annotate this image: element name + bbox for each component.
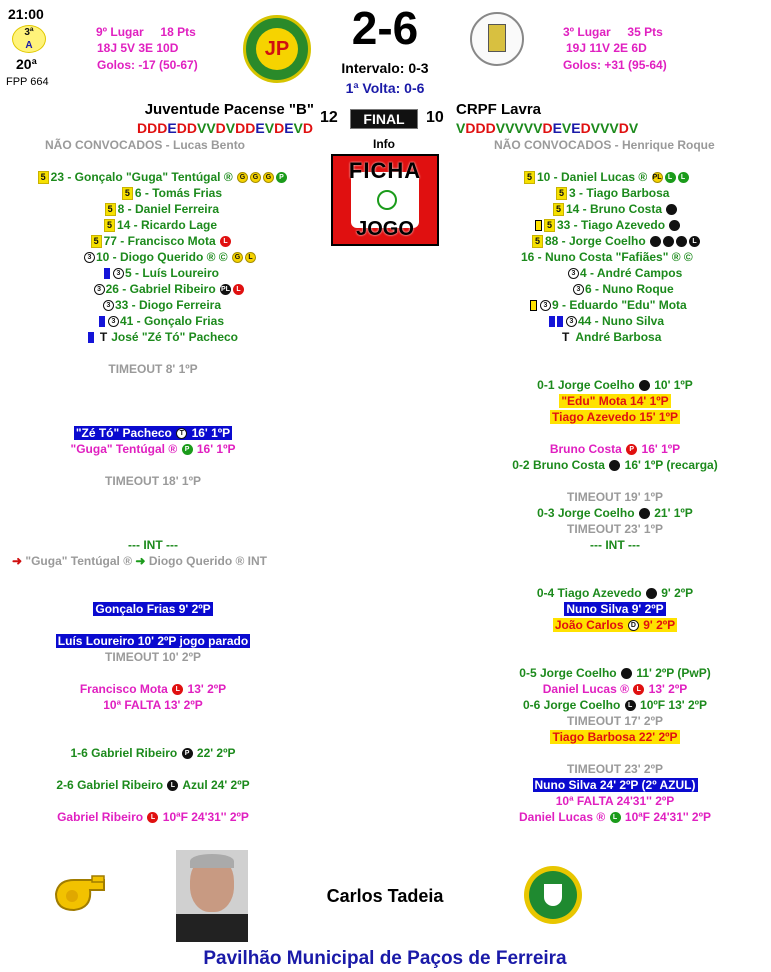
- home-fouls: 12: [320, 109, 338, 126]
- away-player-14[interactable]: 5 14 - Bruno Costa: [553, 201, 678, 217]
- round-number: 20ª: [16, 56, 37, 72]
- away-timeout-4: TIMEOUT 23' 2ºP: [567, 762, 663, 776]
- away-player-44[interactable]: 3 44 - Nuno Silva: [549, 313, 664, 329]
- home-substitution: ➜ "Guga" Tentúgal ® ➜ Diogo Querido ® INT: [12, 554, 267, 568]
- whistle-icon: [52, 872, 108, 914]
- home-player-23[interactable]: 5 23 - Gonçalo "Guga" Tentúgal ® G G G P: [38, 169, 288, 185]
- home-goal-2: 2-6 Gabriel Ribeiro L Azul 24' 2ºP: [56, 778, 250, 792]
- home-player-33[interactable]: 3 33 - Diogo Ferreira: [102, 297, 221, 313]
- home-goals: Golos: -17 (50-67): [97, 58, 198, 72]
- home-player-6[interactable]: 5 6 - Tomás Frias: [122, 185, 222, 201]
- referee-photo: [176, 850, 248, 942]
- home-player-41[interactable]: 3 41 - Gonçalo Frias: [99, 313, 224, 329]
- away-goals: Golos: +31 (95-64): [563, 58, 667, 72]
- away-coach: T André Barbosa: [562, 330, 662, 344]
- referee-name: Carlos Tadeia: [326, 886, 444, 906]
- halftime-score: Intervalo: 0-3: [341, 60, 429, 76]
- ficha-logo-top: FICHA: [348, 158, 422, 183]
- away-event-tenth-foul: 10ª FALTA 24'31'' 2ºP: [555, 794, 675, 808]
- home-coach[interactable]: T José "Zé Tó" Pacheco: [88, 329, 238, 345]
- home-event-zeto-card: "Zé Tó" Pacheco T 16' 1ºP: [75, 426, 231, 440]
- home-team-name[interactable]: Juventude Pacense "B": [144, 101, 314, 118]
- home-record: 18J 5V 3E 10D: [97, 41, 179, 55]
- away-goal-2: 0-2 Bruno Costa 16' 1ºP (recarga): [512, 458, 718, 472]
- final-score: 2-6: [351, 2, 419, 54]
- home-player-77[interactable]: 5 77 - Francisco Mota L: [91, 233, 232, 249]
- away-goal-4: 0-4 Tiago Azevedo 9' 2ºP: [536, 586, 694, 600]
- away-player-16[interactable]: 16 - Nuno Costa "Fafiães" ® ©: [521, 250, 693, 264]
- home-event-frias-card: Gonçalo Frias 9' 2ºP: [95, 602, 211, 616]
- away-player-4[interactable]: 3 4 - André Campos: [567, 265, 682, 281]
- home-event-loureiro-card: Luís Loureiro 10' 2ºP jogo parado: [57, 634, 249, 648]
- away-crest-icon: [470, 12, 524, 66]
- venue: Pavilhão Municipal de Paços de Ferreira: [203, 948, 567, 969]
- away-player-33[interactable]: 5 33 - Tiago Azevedo: [535, 217, 681, 233]
- interval-home: --- INT ---: [128, 538, 178, 552]
- home-event-mota-foul: Francisco Mota L 13' 2ºP: [79, 682, 227, 696]
- away-standing: 3º Lugar 35 Pts: [563, 25, 663, 39]
- ficha-jogo-logo[interactable]: [331, 154, 439, 246]
- home-goal-1: 1-6 Gabriel Ribeiro P 22' 2ºP: [70, 746, 236, 760]
- away-not-called: NÃO CONVOCADOS - Henrique Roque: [494, 138, 715, 152]
- home-player-10[interactable]: 3 10 - Diogo Querido ® © G L: [83, 249, 257, 265]
- home-timeout-3: TIMEOUT 10' 2ºP: [105, 650, 201, 664]
- ficha-logo-bottom: JOGO: [356, 218, 414, 240]
- federation-crest-icon: [524, 866, 582, 924]
- away-event-barbosa-card: Tiago Barbosa 22' 2ºP: [552, 730, 678, 744]
- away-timeout-3: TIMEOUT 17' 2ºP: [567, 714, 663, 728]
- away-team-name[interactable]: CRPF Lavra: [456, 101, 542, 118]
- round-badge: 3ª A: [12, 25, 46, 53]
- away-event-silva-card: Nuno Silva 9' 2ºP: [566, 602, 664, 616]
- home-player-26[interactable]: 3 26 - Gabriel Ribeiro PL L: [93, 281, 245, 297]
- away-timeout-2: TIMEOUT 23' 1ºP: [567, 522, 663, 536]
- game-id: FPP 664: [6, 76, 49, 88]
- away-form: VDDDVVVVVDEVEDVVVDV: [456, 120, 639, 136]
- home-not-called: NÃO CONVOCADOS - Lucas Bento: [45, 138, 246, 152]
- away-player-6[interactable]: 3 6 - Nuno Roque: [572, 281, 674, 297]
- away-event-carlos-card: João Carlos D 9' 2ºP: [554, 618, 676, 632]
- away-event-edu-card: "Edu" Mota 14' 1ºP: [561, 394, 669, 408]
- info-link[interactable]: Info: [373, 137, 395, 151]
- away-goal-1: 0-1 Jorge Coelho 10' 1ºP: [537, 378, 693, 392]
- home-event-ribeiro-10f: Gabriel Ribeiro L 10ªF 24'31'' 2ºP: [57, 810, 249, 824]
- away-event-lucas-10f: Daniel Lucas ® L 10ªF 24'31'' 2ºP: [519, 810, 711, 824]
- away-event-costa-penalty: Bruno Costa P 16' 1ºP: [549, 442, 681, 456]
- away-player-88[interactable]: 5 88 - Jorge Coelho L: [532, 233, 701, 249]
- match-time: 21:00: [8, 6, 44, 22]
- home-event-guga-card: "Guga" Tentúgal ® P 16' 1ºP: [70, 442, 236, 456]
- away-goal-6: 0-6 Jorge Coelho L 10ºF 13' 2ºP: [522, 698, 708, 712]
- away-event-silva-blue: Nuno Silva 24' 2ºP (2º AZUL): [534, 778, 696, 792]
- home-player-14[interactable]: 5 14 - Ricardo Lage: [104, 217, 217, 233]
- away-player-9[interactable]: 3 9 - Eduardo "Edu" Mota: [530, 297, 687, 313]
- home-timeout-2: TIMEOUT 18' 1ºP: [105, 474, 201, 488]
- round-badge-text: 3ª: [24, 27, 34, 38]
- away-event-lucas-foul: Daniel Lucas ® L 13' 2ºP: [542, 682, 688, 696]
- first-leg-score: 1ª Volta: 0-6: [345, 80, 425, 96]
- home-crest-icon: JP: [243, 15, 311, 83]
- away-player-10[interactable]: 5 10 - Daniel Lucas ® PL L L: [524, 169, 690, 185]
- away-player-3[interactable]: 5 3 - Tiago Barbosa: [556, 185, 669, 201]
- interval-away: --- INT ---: [590, 538, 640, 552]
- away-timeout-1: TIMEOUT 19' 1ºP: [567, 490, 663, 504]
- final-status-badge: FINAL: [350, 109, 418, 129]
- home-player-5[interactable]: 3 5 - Luís Loureiro: [104, 265, 219, 281]
- away-goal-5: 0-5 Jorge Coelho 11' 2ºP (PwP): [519, 666, 711, 680]
- home-standing: 9º Lugar 18 Pts: [96, 25, 196, 39]
- away-fouls: 10: [426, 109, 444, 126]
- away-goal-3: 0-3 Jorge Coelho 21' 1ºP: [537, 506, 693, 520]
- away-record: 19J 11V 2E 6D: [566, 41, 647, 55]
- home-player-8[interactable]: 5 8 - Daniel Ferreira: [105, 201, 219, 217]
- away-event-azevedo-card: Tiago Azevedo 15' 1ºP: [552, 410, 678, 424]
- home-timeout-1: TIMEOUT 8' 1ºP: [108, 362, 198, 376]
- home-event-tenth-foul: 10ª FALTA 13' 2ºP: [103, 698, 203, 712]
- home-form: DDDEDDVVDVDDEVDEVD: [137, 120, 313, 136]
